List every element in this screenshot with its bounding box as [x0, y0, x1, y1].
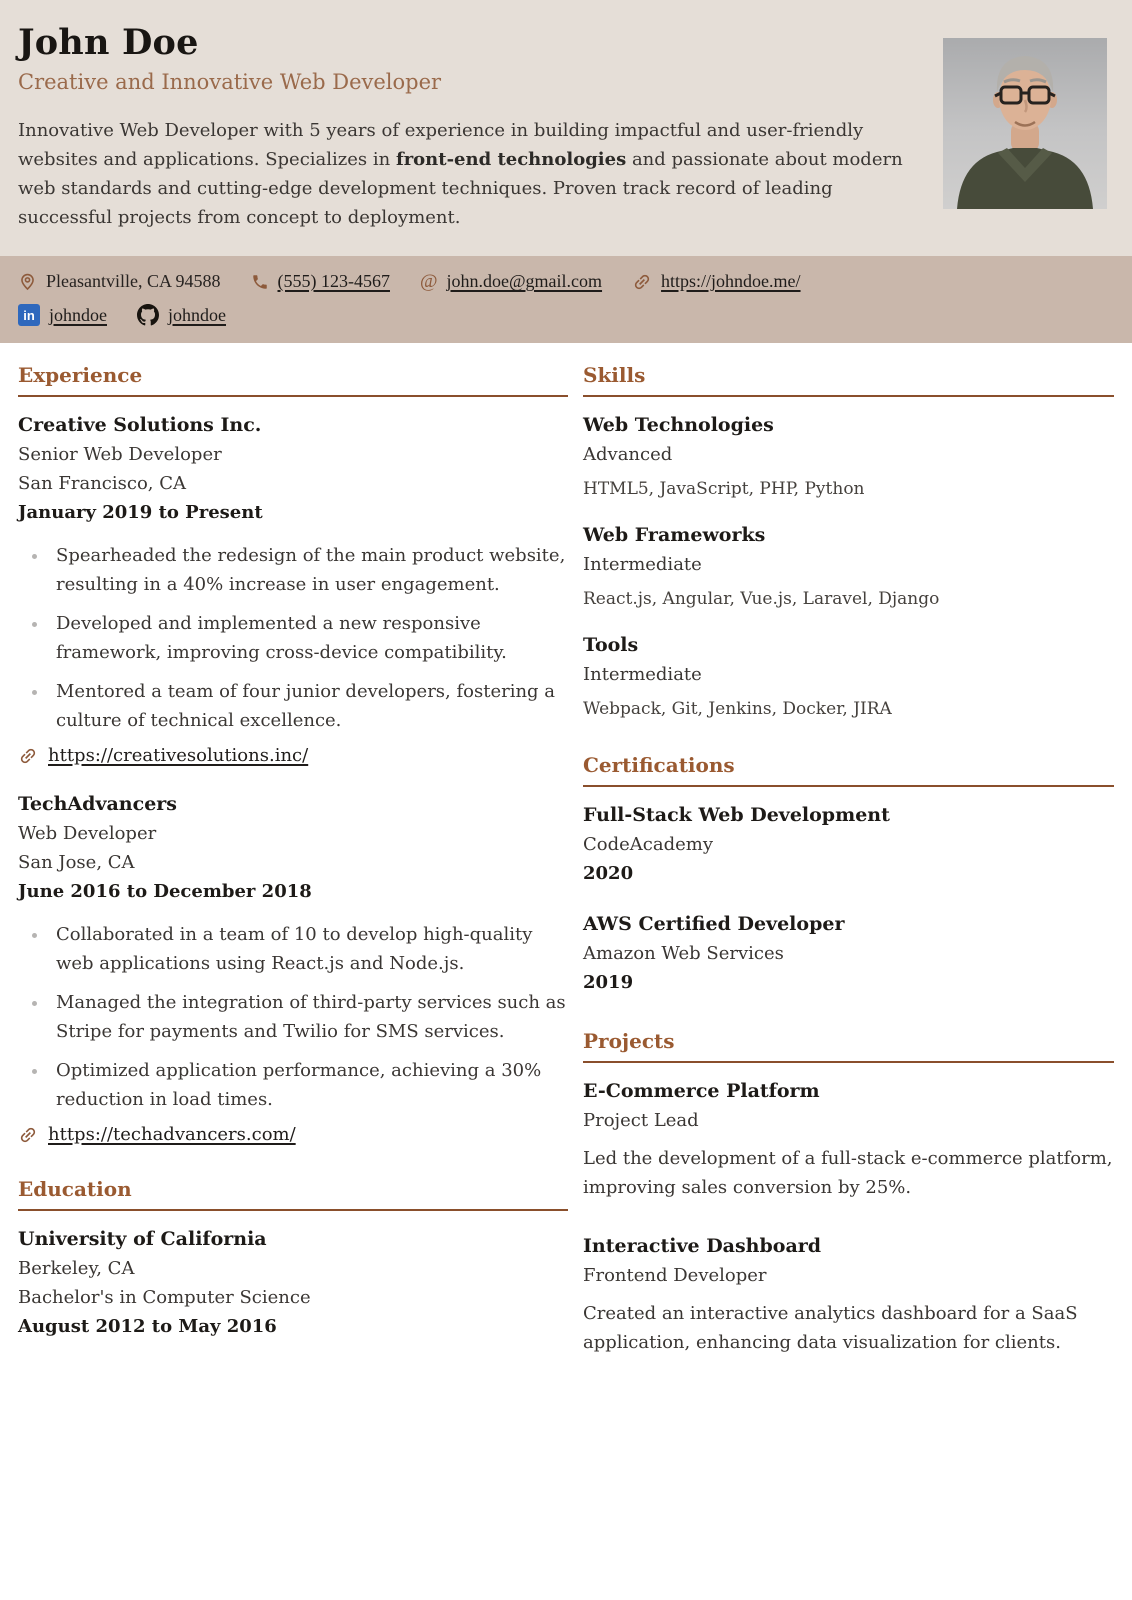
summary-text-after: and passionate about modern web standards and cutting-edge development techniques. Proven track record of leading successful projects from concept to deployment.	[18, 149, 903, 228]
certification-issuer: Amazon Web Services	[583, 943, 784, 964]
company-name: TechAdvancers	[18, 793, 177, 815]
left-column	[18, 363, 568, 1387]
section-heading-projects: Projects	[583, 1029, 1114, 1063]
skill-keywords: Webpack, Git, Jenkins, Docker, JIRA	[583, 699, 892, 719]
phone-icon	[251, 273, 269, 291]
certification-year: 2020	[583, 863, 634, 884]
skill-level: Advanced	[583, 444, 673, 465]
job-bullet: • Collaborated in a team of 10 to develop high-quality web applications using React.js and Node.js.	[48, 920, 568, 978]
section-heading-experience: Experience	[18, 363, 568, 397]
school-location: Berkeley, CA	[18, 1258, 135, 1279]
link-icon	[18, 746, 38, 766]
link-icon	[632, 272, 652, 292]
project-description: Led the development of a full-stack e-commerce platform, improving sales conversion by 25%.	[583, 1148, 1113, 1198]
skill-level: Intermediate	[583, 664, 702, 685]
contact-row-2	[18, 304, 1114, 326]
experience-item	[18, 790, 568, 1145]
job-bullet: • Managed the integration of third-party services such as Stripe for payments and Twilio for SMS services.	[48, 988, 568, 1046]
contact-email	[420, 271, 602, 292]
skill-keywords: React.js, Angular, Vue.js, Laravel, Django	[583, 589, 940, 609]
contact-bar	[0, 256, 1132, 343]
job-location: San Francisco, CA	[18, 473, 187, 494]
contact-website	[632, 271, 801, 292]
certification-name: AWS Certified Developer	[583, 913, 845, 935]
link-icon	[18, 1125, 38, 1145]
skill-group	[583, 521, 1114, 611]
skill-name: Web Technologies	[583, 414, 774, 436]
certification-item	[583, 801, 1114, 888]
experience-item	[18, 411, 568, 766]
company-link[interactable]: https://creativesolutions.inc/	[48, 745, 309, 766]
education-dates: August 2012 to May 2016	[18, 1316, 277, 1337]
skill-keywords: HTML5, JavaScript, PHP, Python	[583, 479, 865, 499]
project-role: Project Lead	[583, 1110, 699, 1131]
contact-phone	[251, 271, 390, 292]
certification-year: 2019	[583, 972, 634, 993]
company-link[interactable]: https://techadvancers.com/	[48, 1124, 296, 1145]
project-item	[583, 1232, 1114, 1357]
job-dates: January 2019 to Present	[18, 502, 263, 523]
phone-link[interactable]: (555) 123-4567	[277, 271, 390, 291]
name: John Doe	[18, 22, 199, 63]
summary-bold: front-end technologies	[395, 149, 627, 170]
location-pin-icon	[18, 272, 37, 291]
job-bullet: • Mentored a team of four junior developers, fostering a culture of technical excellence.	[48, 677, 568, 735]
main-content	[0, 343, 1132, 1447]
linkedin-link[interactable]: johndoe	[49, 304, 107, 325]
job-role: Senior Web Developer	[18, 444, 222, 465]
skill-group	[583, 631, 1114, 721]
linkedin-glyph: in	[23, 307, 35, 323]
summary	[18, 116, 906, 232]
company-name: Creative Solutions Inc.	[18, 414, 262, 436]
project-name: E-Commerce Platform	[583, 1080, 820, 1102]
project-name: Interactive Dashboard	[583, 1235, 822, 1257]
section-heading-education: Education	[18, 1177, 568, 1211]
skill-level: Intermediate	[583, 554, 702, 575]
school-name: University of California	[18, 1228, 267, 1250]
section-heading-skills: Skills	[583, 363, 1114, 397]
job-location: San Jose, CA	[18, 852, 135, 873]
email-link[interactable]: john.doe@gmail.com	[446, 271, 603, 291]
job-title: Creative and Innovative Web Developer	[18, 70, 442, 94]
profile-photo	[943, 38, 1107, 209]
certification-issuer: CodeAcademy	[583, 834, 714, 855]
job-bullet: • Optimized application performance, achieving a 30% reduction in load times.	[48, 1056, 568, 1114]
skill-name: Web Frameworks	[583, 524, 766, 546]
section-heading-certifications: Certifications	[583, 753, 1114, 787]
github-link[interactable]: johndoe	[168, 304, 226, 325]
contact-github	[137, 304, 226, 326]
degree: Bachelor's in Computer Science	[18, 1287, 311, 1308]
contact-linkedin	[18, 304, 107, 326]
linkedin-icon	[18, 304, 40, 326]
project-description: Created an interactive analytics dashboard for a SaaS application, enhancing data visualization for clients.	[583, 1303, 1078, 1353]
location-text: Pleasantville, CA 94588	[46, 271, 221, 291]
job-dates: June 2016 to December 2018	[18, 881, 312, 902]
project-item	[583, 1077, 1114, 1202]
certification-item	[583, 910, 1114, 997]
contact-location	[18, 271, 221, 292]
at-icon: @	[419, 271, 438, 292]
job-bullet: • Developed and implemented a new responsive framework, improving cross-device compatibility.	[48, 609, 568, 667]
website-link[interactable]: https://johndoe.me/	[661, 271, 801, 291]
job-bullet: • Spearheaded the redesign of the main product website, resulting in a 40% increase in user engagement.	[48, 541, 568, 599]
right-column	[583, 363, 1114, 1387]
job-role: Web Developer	[18, 823, 157, 844]
certification-name: Full-Stack Web Development	[583, 804, 890, 826]
header	[0, 0, 1132, 256]
skill-group	[583, 411, 1114, 501]
job-bullet-list	[18, 541, 568, 735]
skill-name: Tools	[583, 634, 639, 656]
company-link-row	[18, 745, 568, 766]
company-link-row	[18, 1124, 568, 1145]
summary-text: Innovative Web Developer with 5 years of experience in building impactful and user-friendly websites and applications. Specializes in	[18, 120, 864, 170]
job-bullet-list	[18, 920, 568, 1114]
github-icon	[137, 304, 159, 326]
contact-row-1	[18, 271, 1114, 292]
education-item	[18, 1225, 568, 1341]
project-role: Frontend Developer	[583, 1265, 767, 1286]
